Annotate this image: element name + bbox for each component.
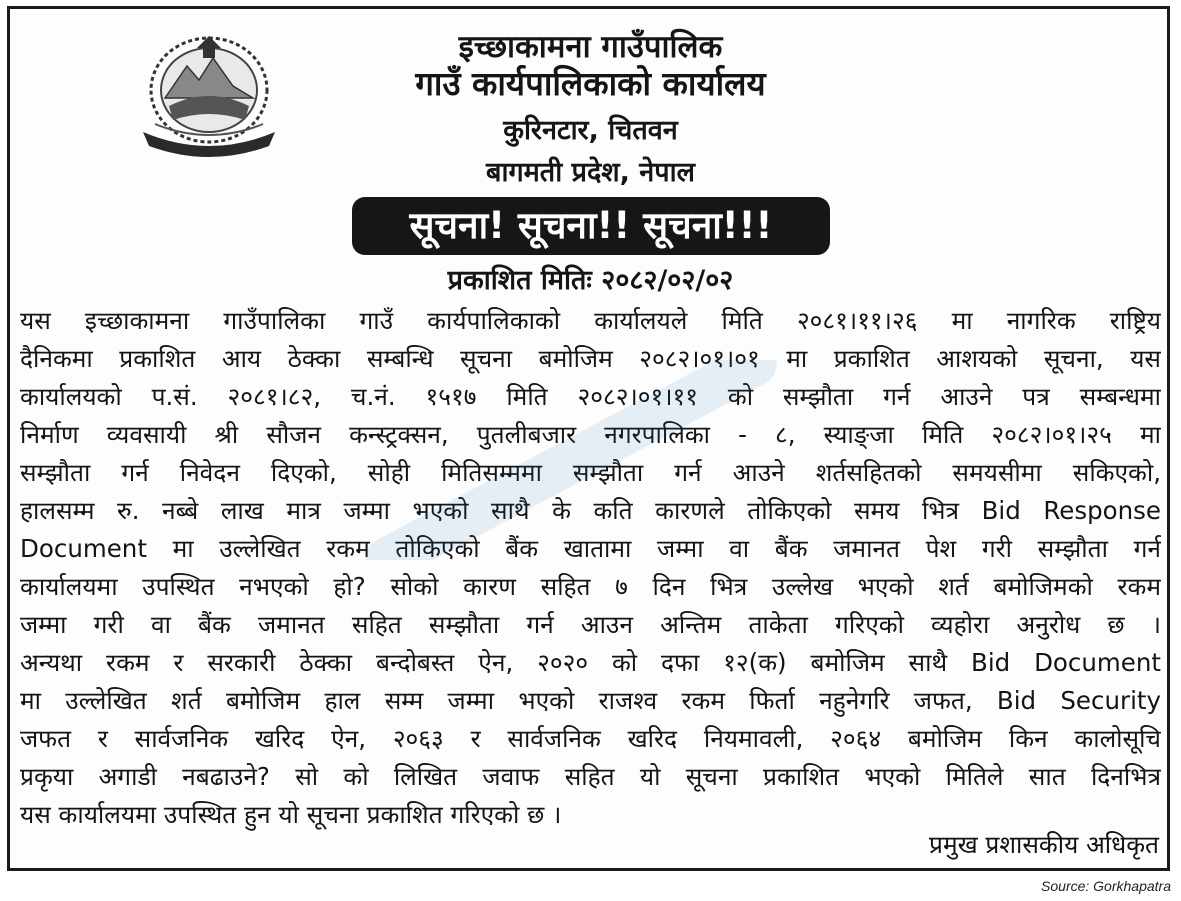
address-line-2: बागमती प्रदेश, नेपाल [486,157,695,188]
body-line: हालसम्म रु. नब्बे लाख मात्र जम्मा भएको साथै के कति कारणले तोकिएको समय भित्र Bid Response [20,496,1161,525]
body-line: कार्यालयमा उपस्थित नभएको हो? सोको कारण सहित ७ दिन भित्र उल्लेख भएको शर्त बमोजिमको रकम [20,572,1161,601]
body-line: यस कार्यालयमा उपस्थित हुन यो सूचना प्रकाशित गरिएको छ । [20,800,562,829]
body-line: दैनिकमा प्रकाशित आय ठेक्का सम्बन्धि सूचना बमोजिम २०८२।०१।०१ मा प्रकाशित आशयको सूचना, यस [20,344,1161,373]
body-line: निर्माण व्यवसायी श्री सौजन कन्स्ट्रक्सन, पुतलीबजार नगरपालिका - ८, स्याङ्जा मिति २०८२।०१।२५ मा [20,420,1161,449]
org-name: इच्छाकामना गाउँपालिक [458,29,723,65]
publish-date: प्रकाशित मितिः २०८२/०२/०२ [447,265,734,296]
body-line: जम्मा गरी वा बैंक जमानत सहित सम्झौता गर्न आउन अन्तिम ताकेता गरिएको व्यहोरा अनुरोध छ । [20,610,1161,639]
body-line: जफत र सार्वजनिक खरिद ऐन, २०६३ र सार्वजनिक खरिद नियमावली, २०६४ बमोजिम किन कालोसूचि [20,724,1161,753]
body-line: Document मा उल्लेखित रकम तोकिएको बैंक खातामा जम्मा वा बैंक जमानत पेश गरी सम्झौता गर्न [20,534,1161,563]
body-line: सम्झौता गर्न निवेदन दिएको, सोही मितिसम्ममा सम्झौता गर्न आउने शर्तसहितको समयसीमा सकिएको, [20,458,1161,487]
notice-banner: सूचना! सूचना!! सूचना!!! [352,197,830,255]
office-name: गाउँ कार्यपालिकाको कार्यालय [415,64,766,103]
body-line: कार्यालयको प.सं. २०८१।८२, च.नं. १५१७ मिति २०८२।०१।११ को सम्झौता गर्न आउने पत्र सम्बन्धमा [20,382,1161,411]
address-line-1: कुरिनटार, चितवन [503,115,678,146]
body-line: प्रकृया अगाडी नबढाउने? सो को लिखित जवाफ सहित यो सूचना प्रकाशित भएको मितिले सात दिनभित्र [20,762,1161,791]
source-credit: Source: Gorkhapatra [1041,878,1171,894]
body-line: अन्यथा रकम र सरकारी ठेक्का बन्दोबस्त ऐन, २०२० को दफा १२(क) बमोजिम साथै Bid Document [20,648,1161,677]
body-line: मा उल्लेखित शर्त बमोजिम हाल सम्म जम्मा भएको राजश्व रकम फिर्ता नहुनेगरि जफत, Bid Security [20,686,1161,715]
signature: प्रमुख प्रशासकीय अधिकृत [929,830,1159,859]
body-line: यस इच्छाकामना गाउँपालिका गाउँ कार्यपालिकाको कार्यालयले मिति २०८१।११।२६ मा नागरिक राष्ट्रिय [20,306,1161,335]
